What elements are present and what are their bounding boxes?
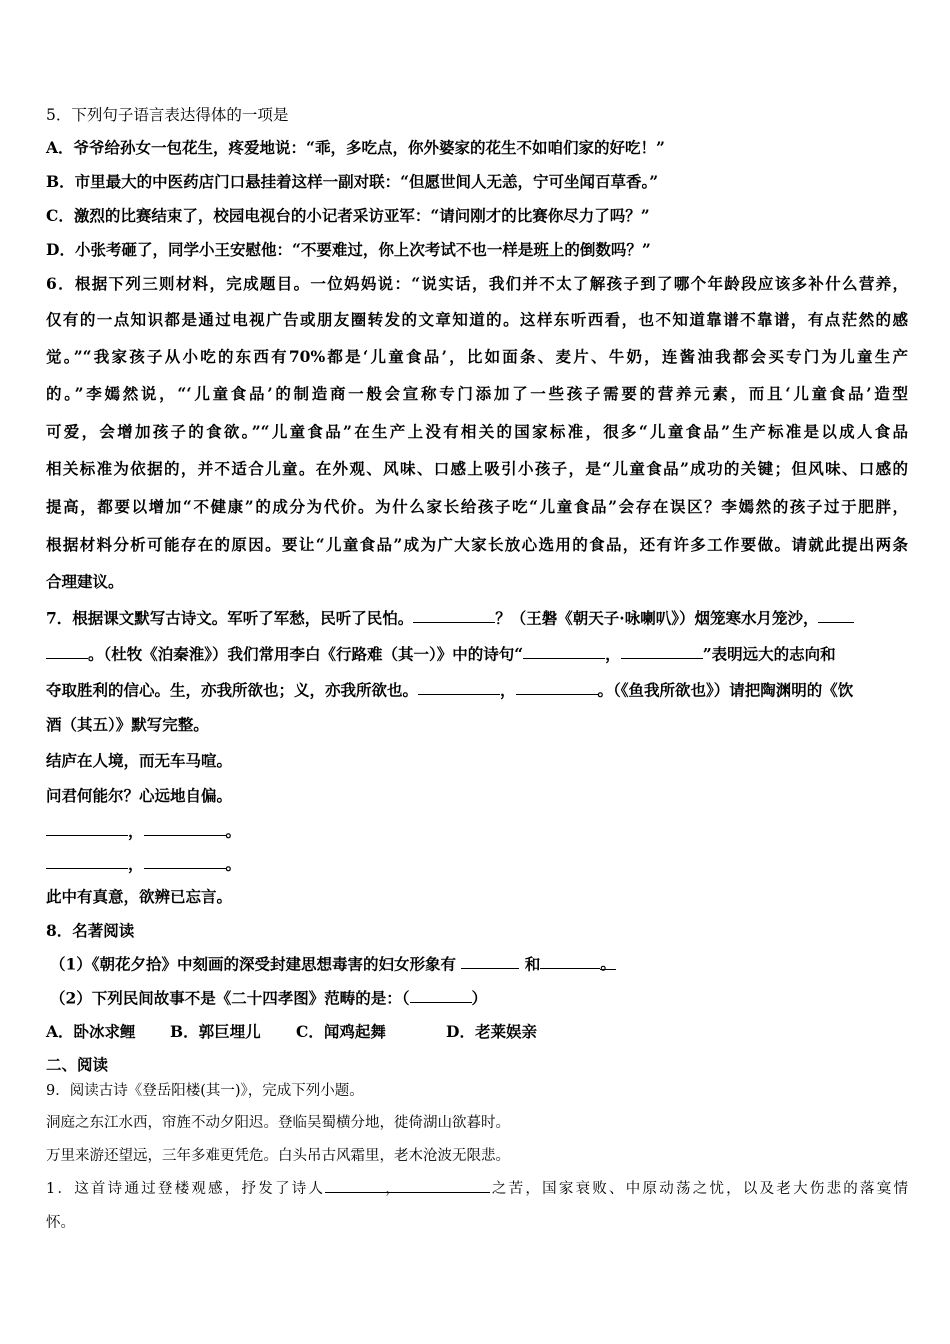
q9-sub1-line-1: 1．这首诗通过登楼观感，抒发了诗人 ， 之苦，国家衰败、中原动荡之忧，以及老大伤悲的落寞情 <box>46 1177 908 1198</box>
answer-blank[interactable] <box>325 1177 385 1193</box>
answer-blank[interactable] <box>410 986 472 1003</box>
poem-line-1: 结庐在人境，而无车马喧。 <box>46 751 233 770</box>
q7-line-4: 酒（其五）》默写完整。 <box>46 715 209 734</box>
answer-blank[interactable] <box>413 606 495 623</box>
answer-blank[interactable] <box>400 1177 490 1193</box>
q6-line-9: 合理建议。 <box>46 572 124 591</box>
q5-option-c: C．激烈的比赛结束了，校园电视台的小记者采访亚军：“请问刚才的比赛你尽力了吗？” <box>46 206 650 225</box>
q8-option-b: B．郭巨埋儿 <box>170 1022 261 1041</box>
q8-option-c: C．闻鸡起舞 <box>296 1022 386 1041</box>
q9-poem-line-2: 万里来游还望远，三年多难更凭危。白头吊古风霜里，老木沧波无限悲。 <box>46 1148 510 1164</box>
q8-option-d: D．老莱娱亲 <box>446 1022 537 1041</box>
answer-blank[interactable] <box>523 642 605 659</box>
q7-line-3: 夺取胜利的信心。生，亦我所欲也；义，亦我所欲也。 ， 。（《鱼我所欲也》）请把陶渊明的《饮 <box>46 678 853 700</box>
q6-line-7: 提高，都要以增加“不健康”的成分为代价。为什么家长给孩子吃“儿童食品”会存在误区？李嫣然的孩子过于肥胖， <box>46 497 908 516</box>
answer-blank[interactable] <box>516 678 598 695</box>
answer-blank[interactable] <box>461 952 519 969</box>
answer-blank[interactable] <box>621 642 703 659</box>
q5-option-d: D．小张考砸了，同学小王安慰他：“不要难过，你上次考试不也一样是班上的倒数吗？” <box>46 240 651 259</box>
poem-line-5: 此中有真意，欲辨已忘言。 <box>46 887 233 906</box>
answer-blank[interactable] <box>46 852 128 869</box>
q7-line-1: 7．根据课文默写古诗文。军听了军愁，民听了民怕。 ？（王磐《朝天子·咏喇叭》）烟笼寒水月笼沙， <box>46 606 854 628</box>
answer-blank[interactable] <box>46 819 128 836</box>
q6-line-1: 6．根据下列三则材料，完成题目。一位妈妈说：“说实话，我们并不太了解孩子到了哪个年龄段应该多补什么营养， <box>46 274 908 293</box>
q5-option-a: A．爷爷给孙女一包花生，疼爱地说：“乖，多吃点，你外婆家的花生不如咱们家的好吃！” <box>46 138 665 157</box>
q9-sub1-line-2: 怀。 <box>46 1215 75 1231</box>
q8-option-a: A．卧冰求鲤 <box>46 1022 136 1041</box>
answer-blank[interactable] <box>418 678 500 695</box>
q5-option-b: B．市里最大的中医药店门口悬挂着这样一副对联：“但愿世间人无恙，宁可坐闻百草香。” <box>46 172 659 191</box>
q6-line-4: 的。”李嫣然说，“‘儿童食品’的制造商一般会宣称专门添加了一些孩子需要的营养元素，而且‘儿童食品’造型 <box>46 384 908 403</box>
section-heading: 二、阅读 <box>46 1055 109 1074</box>
q6-line-2: 仅有的一点知识都是通过电视广告或朋友圈转发的文章知道的。这样东听西看，也不知道靠谱不靠谱，有点茫然的感 <box>46 310 908 329</box>
q9-stem: 9．阅读古诗《登岳阳楼(其一)》，完成下列小题。 <box>46 1083 364 1099</box>
q6-line-8: 根据材料分析可能存在的原因。要让“儿童食品”成为广大家长放心选用的食品，还有许多工作要做。请就此提出两条 <box>46 535 908 554</box>
poem-line-3-blanks: ， 。 <box>46 819 241 841</box>
q6-line-3: 觉。”“我家孩子从小吃的东西有70%都是‘儿童食品’，比如面条、麦片、牛奶，连酱油我都会买专门为儿童生产 <box>46 347 908 366</box>
q7-line-2: 。（杜牧《泊秦淮》）我们常用李白《行路难（其一）》中的诗句“ ， ”表明远大的志向和 <box>46 642 836 664</box>
answer-blank[interactable] <box>818 606 854 623</box>
answer-blank[interactable] <box>540 952 600 969</box>
answer-blank[interactable] <box>144 852 226 869</box>
poem-line-4-blanks: ， 。 <box>46 852 241 874</box>
q8-part-1: （1）《朝花夕拾》中刻画的深受封建思想毒害的妇女形象有 和 。 <box>50 952 616 974</box>
poem-line-2: 问君何能尔？心远地自偏。 <box>46 786 233 805</box>
answer-blank[interactable] <box>46 642 88 659</box>
q8-title: 8．名著阅读 <box>46 921 135 940</box>
q9-poem-line-1: 洞庭之东江水西，帘旌不动夕阳迟。登临吴蜀横分地，徙倚湖山欲暮时。 <box>46 1115 510 1131</box>
q6-line-6: 相关标准为依据的，并不适合儿童。在外观、风味、口感上吸引小孩子，是“儿童食品”成功的关键；但风味、口感的 <box>46 459 908 478</box>
answer-blank[interactable] <box>144 819 226 836</box>
q6-line-5: 可爱，会增加孩子的食欲。”“儿童食品”在生产上没有相关的国家标准，很多“儿童食品”生产标准是以成人食品 <box>46 422 908 441</box>
q5-stem: 5．下列句子语言表达得体的一项是 <box>46 106 289 124</box>
q8-part-2: （2）下列民间故事不是《二十四孝图》范畴的是：（ ） <box>50 986 487 1008</box>
